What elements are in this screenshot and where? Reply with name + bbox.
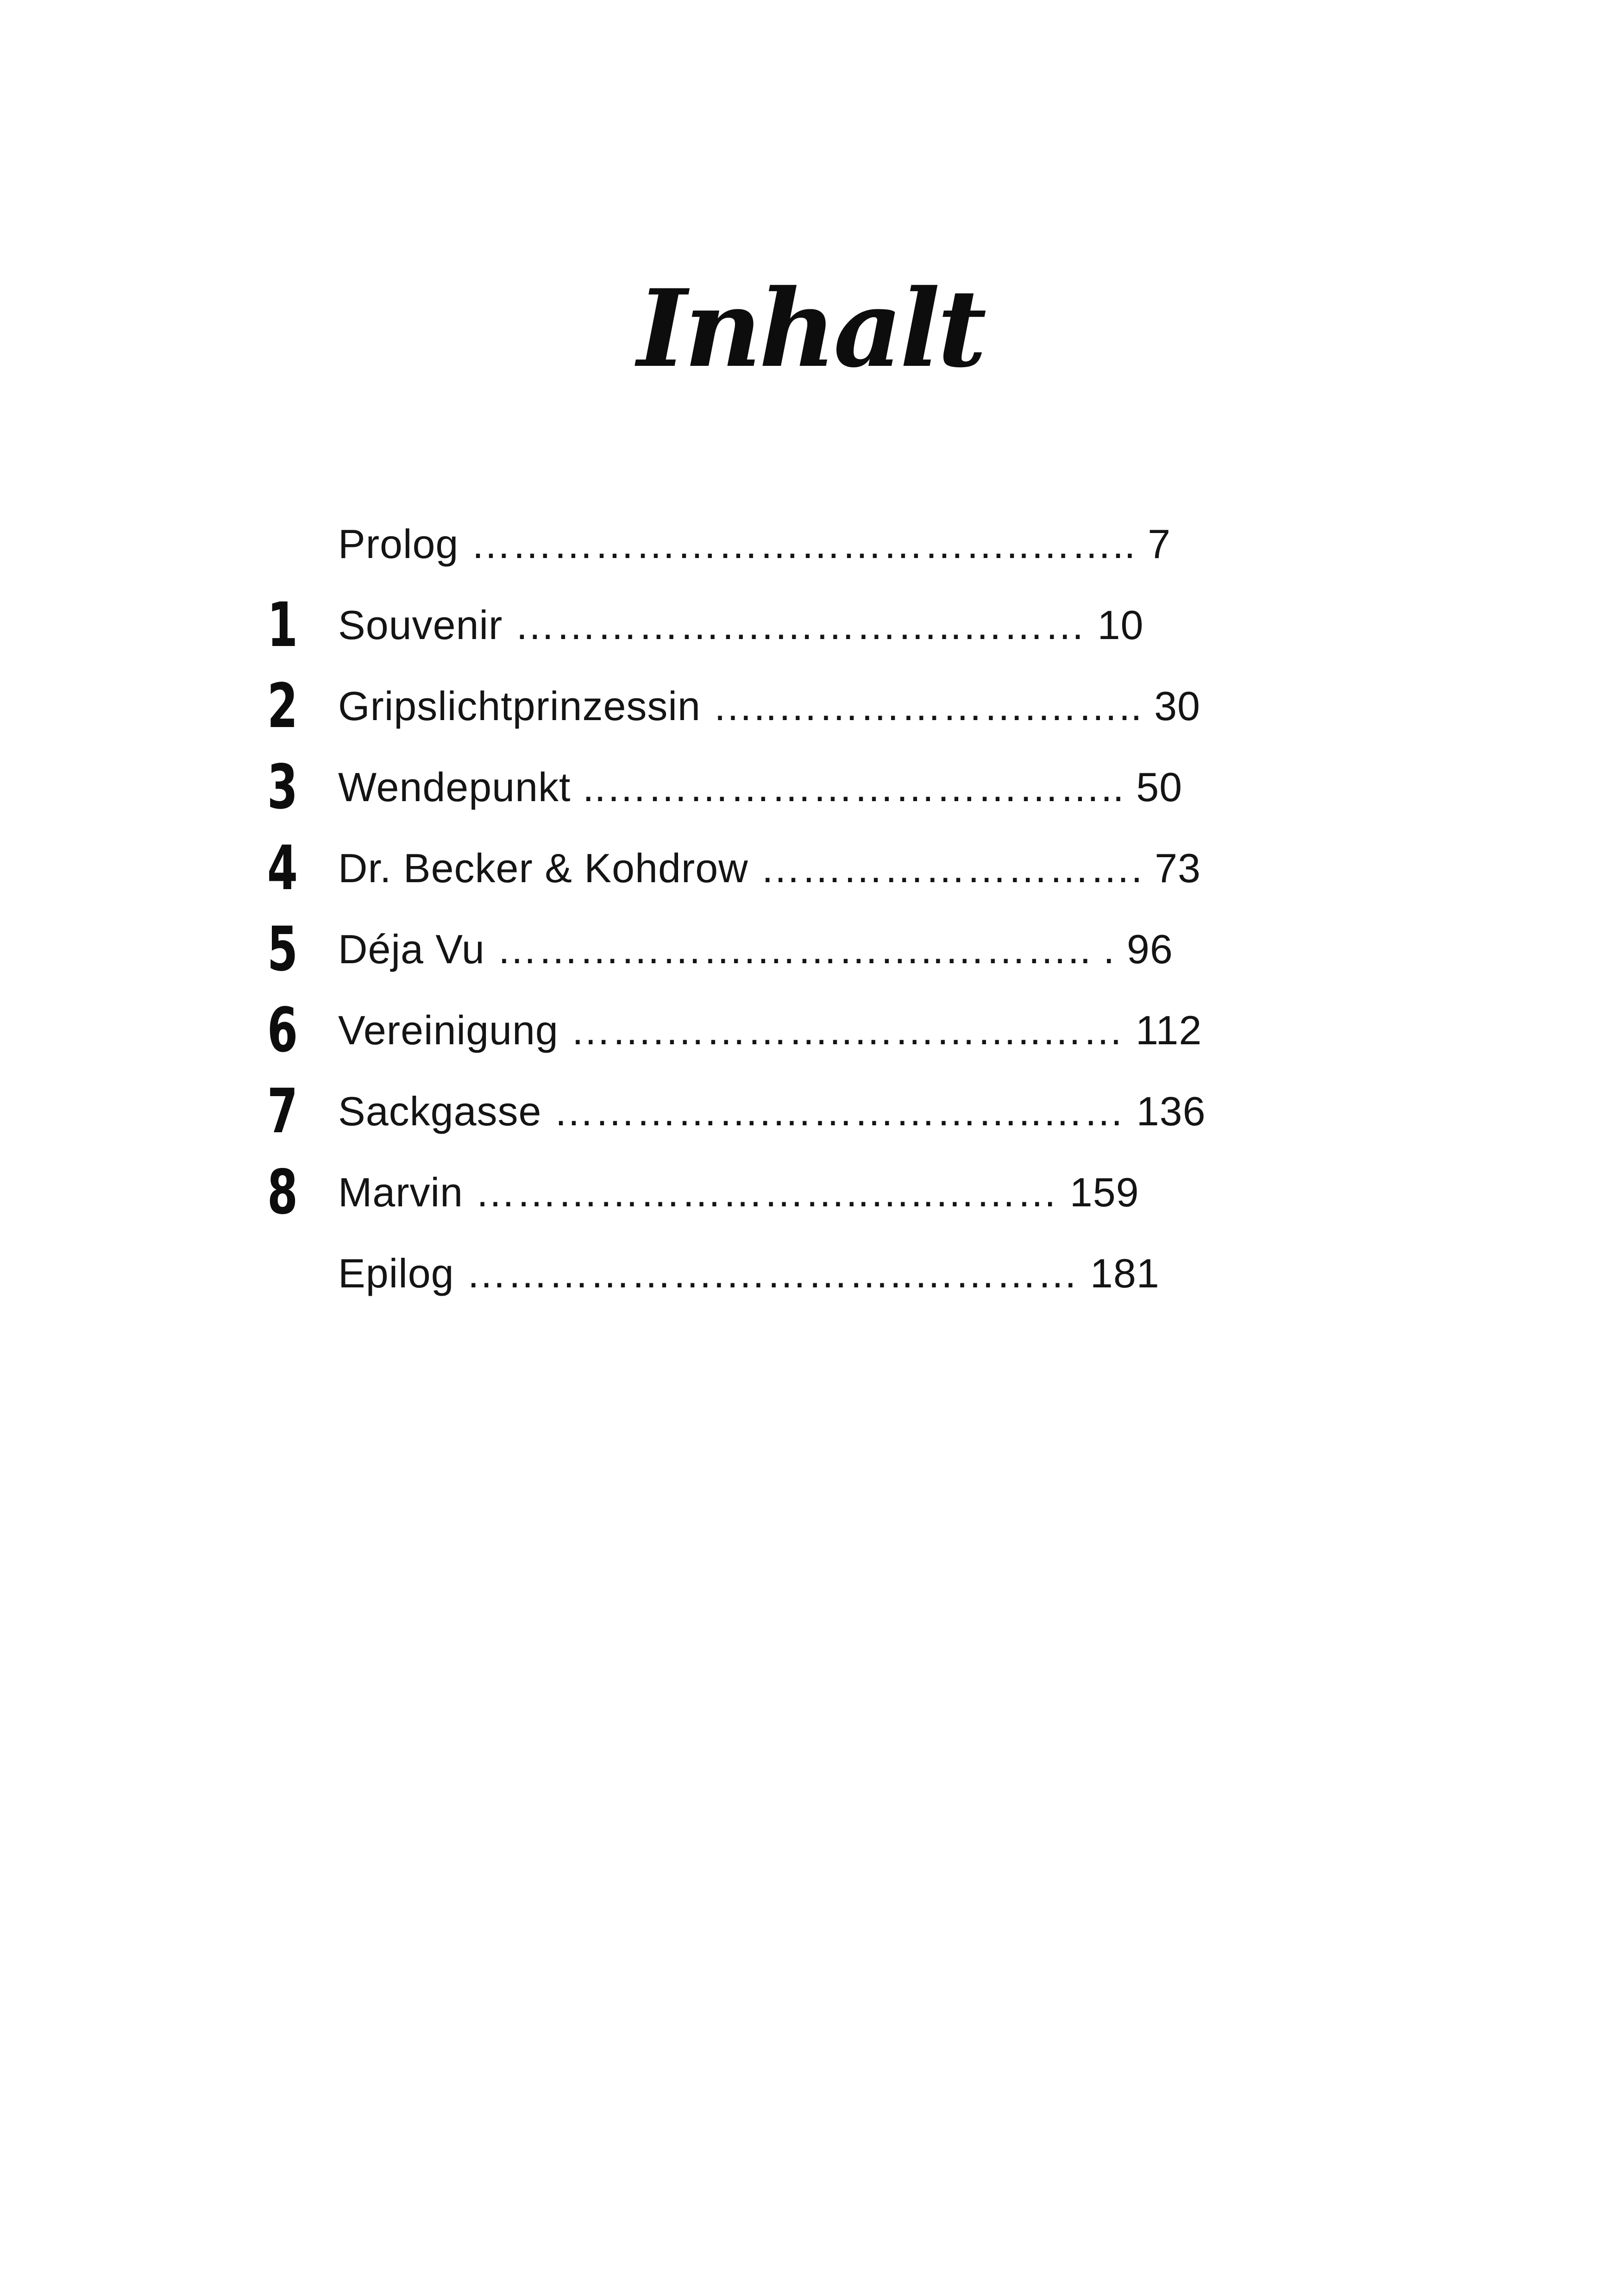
toc-page-number: 10 (1097, 602, 1144, 648)
toc-page-number: 73 (1155, 845, 1201, 891)
toc-page-number: 30 (1154, 683, 1200, 729)
toc-entry-epilog (0, 1239, 1621, 1308)
toc-entry-5 (0, 915, 1621, 984)
toc-page-number: 159 (1069, 1169, 1139, 1215)
toc-leader-dots: ………………………. (760, 845, 1143, 891)
toc-page-number: 181 (1090, 1250, 1160, 1296)
toc-entry-text (338, 1077, 1206, 1146)
toc-entry-4 (0, 834, 1621, 903)
toc-entry-label: Prolog (338, 521, 459, 567)
toc-chapter-number: 5 (267, 914, 298, 985)
toc-leader-dots: …………………………………..…….. (470, 521, 1136, 567)
toc-page-number: 112 (1136, 1007, 1202, 1053)
toc-entry-label: Vereinigung (338, 1007, 559, 1053)
toc-entry-label: Gripslichtprinzessin (338, 683, 701, 729)
toc-entry-7 (0, 1077, 1621, 1146)
toc-entry-text (338, 1158, 1139, 1227)
toc-entry-text (338, 590, 1143, 660)
toc-entry-label: Epilog (338, 1250, 454, 1296)
toc-entry-text (338, 1239, 1160, 1308)
toc-entry-prolog (0, 509, 1621, 579)
toc-chapter-number: 8 (267, 1157, 298, 1228)
toc-entry-text (338, 834, 1201, 903)
toc-chapter-number (266, 509, 299, 579)
toc-entry-label: Wendepunkt (338, 764, 571, 810)
toc-entry-text (338, 509, 1171, 579)
toc-leader-dots: ..……………………………….. (582, 764, 1125, 810)
toc-chapter-number: 1 (267, 590, 298, 661)
toc-entry-1 (0, 590, 1621, 660)
toc-entry-label: Dr. Becker & Kohdrow (338, 845, 748, 891)
toc-entry-6 (0, 996, 1621, 1065)
toc-leader-dots: ……………….…………..……… (514, 602, 1086, 648)
toc-leader-dots: ……………….…………..……….. . (496, 926, 1115, 972)
page-title: Inhalt (637, 266, 984, 391)
toc-entry-label: Marvin (338, 1169, 464, 1215)
toc-entry-text (338, 915, 1173, 984)
toc-page-number: 96 (1126, 926, 1173, 972)
toc-page-number: 136 (1136, 1088, 1206, 1134)
toc-chapter-number: 3 (267, 752, 298, 823)
toc-entry-label: Déja Vu (338, 926, 485, 972)
toc-chapter-number: 6 (267, 995, 298, 1066)
toc-chapter-number: 7 (267, 1076, 298, 1147)
toc-entry-text (338, 996, 1202, 1065)
toc-leader-dots: ………………………..…..……… (475, 1169, 1058, 1215)
toc-chapter-number: 4 (267, 833, 298, 904)
toc-leader-dots: …….…………..…………..…… (570, 1007, 1124, 1053)
toc-entry-label: Souvenir (338, 602, 503, 648)
toc-entry-text (338, 753, 1182, 822)
toc-chapter-number (266, 1239, 299, 1308)
toc-entry-3 (0, 753, 1621, 822)
toc-leader-dots: …..……………….…….. (712, 683, 1143, 729)
toc-entry-text (338, 671, 1200, 741)
toc-page-number: 50 (1136, 764, 1183, 810)
toc-entry-label: Sackgasse (338, 1088, 542, 1134)
toc-leader-dots: …………….………………..…… (553, 1088, 1125, 1134)
toc-entry-8 (0, 1158, 1621, 1227)
toc-page-number: 7 (1148, 521, 1171, 567)
toc-chapter-number: 2 (267, 671, 298, 742)
toc-leader-dots: ……………….…………..………… (466, 1250, 1079, 1296)
toc-entry-2 (0, 671, 1621, 741)
